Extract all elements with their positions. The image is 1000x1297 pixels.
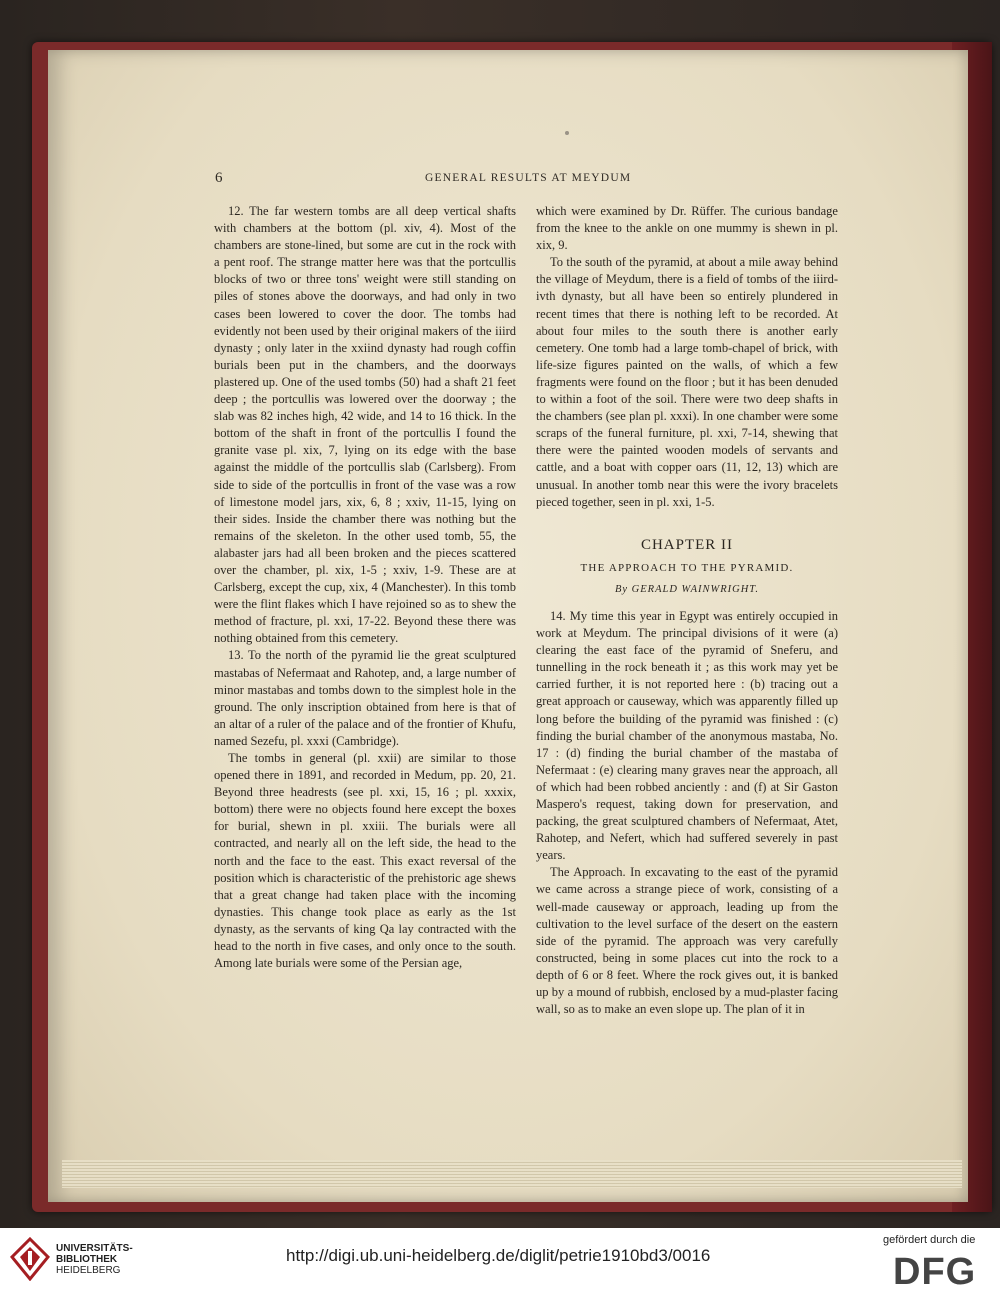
right-column [536, 203, 838, 1018]
chapter-subtitle: THE APPROACH TO THE PYRAMID. [580, 561, 794, 574]
paragraph: The tombs in general (pl. xxii) are similar to those opened there in 1891, and recorded in Medum, pp. 20, 21. Beyond three headrests (see pl. xxi, 15, 16 ; pl. xxxix, bottom) there were no objects found here except the boxes for burial, shewn in pl. xxiii. The burials were all contracted, and nearly all on the left side, the head to the north and the face to the east. This exact reversal of the position which is characteristic of the prehistoric age shews that a great change had taken place with the incoming dynasties. This change took place as early as the 1st dynasty, as the servants of king Qa lay contracted with the head to the north in five cases, and only once to the south. Among late burials were some of the Persian age, [214, 751, 516, 971]
library-name [56, 1243, 133, 1276]
permalink-url[interactable]: http://digi.ub.uni-heidelberg.de/diglit/petrie1910bd3/0016 [286, 1246, 711, 1265]
funding-label: gefördert durch die [883, 1234, 976, 1246]
chapter-author: By GERALD WAINWRIGHT. [614, 583, 759, 595]
university-seal-icon [10, 1237, 50, 1281]
running-head: GENERAL RESULTS AT MEYDUM [425, 172, 632, 184]
chapter-title: CHAPTER II [640, 536, 734, 553]
paragraph: 14. My time this year in Egypt was entirely occupied in work at Meydum. The principal divisions of it were (a) clearing the east face of the pyramid of Sneferu, and tunnelling in the rock beneath it ; as this work may yet be carried further, it is not reported here : (b) tracing out a great approach or causeway, which was apparently filled up long before the building of the pyramid was finished : (c) finding the burial chamber of the anonymous mastaba, No. 17 : (d) finding the burial chamber of the mastaba of Nefermaat : (e) clearing many graves near the approach, all of which had been robbed anciently : and (f) at Sir Gaston Maspero's request, taking down for preservation, and packing, the great sculptured chambers of Nefermaat, Atet, Rahotep, and Nefert, which had suffered severely in past years. [536, 608, 838, 863]
paragraph: which were examined by Dr. Rüffer. The curious bandage from the knee to the ankle on one mummy is shewn in pl. xix, 9. [536, 204, 838, 253]
library-line: HEIDELBERG [56, 1265, 121, 1276]
paragraph: 13. To the north of the pyramid lie the great sculptured mastabas of Nefermaat and Rahotep, and, a large number of minor mastabas and tombs down to the simplest hole in the ground. The only inscription obtained from here is that of an altar of a ruler of the palace and of the frontier of Khufu, named Sezefu, pl. xxxi (Cambridge). [214, 648, 516, 748]
library-line: BIBLIOTHEK [56, 1254, 118, 1265]
paper-mark [565, 131, 569, 135]
paragraph: The Approach. In excavating to the east of the pyramid we came across a strange piece of work, consisting of a well-made causeway or approach, leading up from the cultivation to the level surface of the desert on the eastern side of the pyramid. The approach was very carefully constructed, being in some places cut into the rock to a depth of 6 or 8 feet. Where the rock gives out, it is banked up by a mound of rubbish, enclosed by a mud-plaster facing wall, so as to make an even slope up. The plan of it in [536, 865, 838, 1017]
paragraph: To the south of the pyramid, at about a mile away behind the village of Meydum, there is a field of tombs of the iiird-ivth dynasty, but all have been so entirely plundered in recent times that there is nothing left to be recorded. At about four miles to the south there is another early cemetery. One tomb had a large tomb-chapel of brick, with life-size figures painted on the walls, of which a few fragments were found on the floor ; but it has been denuded to within a foot of the soil. There were two deep shafts in the chambers (see plan pl. xxxi). In one chamber were some scraps of the funeral furniture, pl. xxi, 7-14, shewing that there were the painted wooden models of servants and cattle, and a boat with copper oars (11, 12, 13) which are unusual. In another tomb near this were the ivory bracelets pieced together, seen in pl. xxi, 1-5. [536, 255, 838, 509]
left-column [214, 203, 516, 972]
page-stack [62, 1160, 962, 1188]
paragraph: 12. The far western tombs are all deep vertical shafts with chambers at the bottom (pl. xiv, 4). Most of the chambers are stone-lined, but some are cut in the rock with a pent roof. The strange matter here was that the portcullis blocks of two or three tons' weight were still standing on piles of stones above the doorways, and had only in two cases been lowered to cover the door. The tombs had evidently not been used by their original makers of the iiird dynasty ; only later in the xxiind dynasty had rough coffin burials been put in the chambers, and the doorways plastered up. One of the used tombs (50) had a shaft 21 feet deep ; the portcullis was lowered over the doorway ; the slab was 82 inches high, 42 wide, and 14 to 16 thick. In the bottom of the shaft in front of the portcullis I found the granite vase pl. xix, 7, lying on its edge with the base against the middle of the portcullis slab (Carlsberg). From side to side of the portcullis in front of the vase was a row of limestone model jars, xix, 6, 8 ; xxiv, 11-15, lying on their sides. Inside the chamber there was nothing but the remains of the skeleton. In the other used tomb, 55, the alabaster jars had all been broken and the pieces scattered over the chamber, pl. xix, 1-5 ; xxiv, 1-9. These are at Carlsberg, except the cup, xix, 4 (Manchester). In this tomb were the flint flakes which I have rejoined so as to shew the method of fracture, pl. xxi, 17-22. Beyond these there was nothing obtained from this cemetery. [214, 204, 516, 646]
page-number: 6 [215, 170, 223, 186]
dfg-logo: DFG [893, 1251, 977, 1293]
library-line: UNIVERSITÄTS- [56, 1243, 133, 1254]
